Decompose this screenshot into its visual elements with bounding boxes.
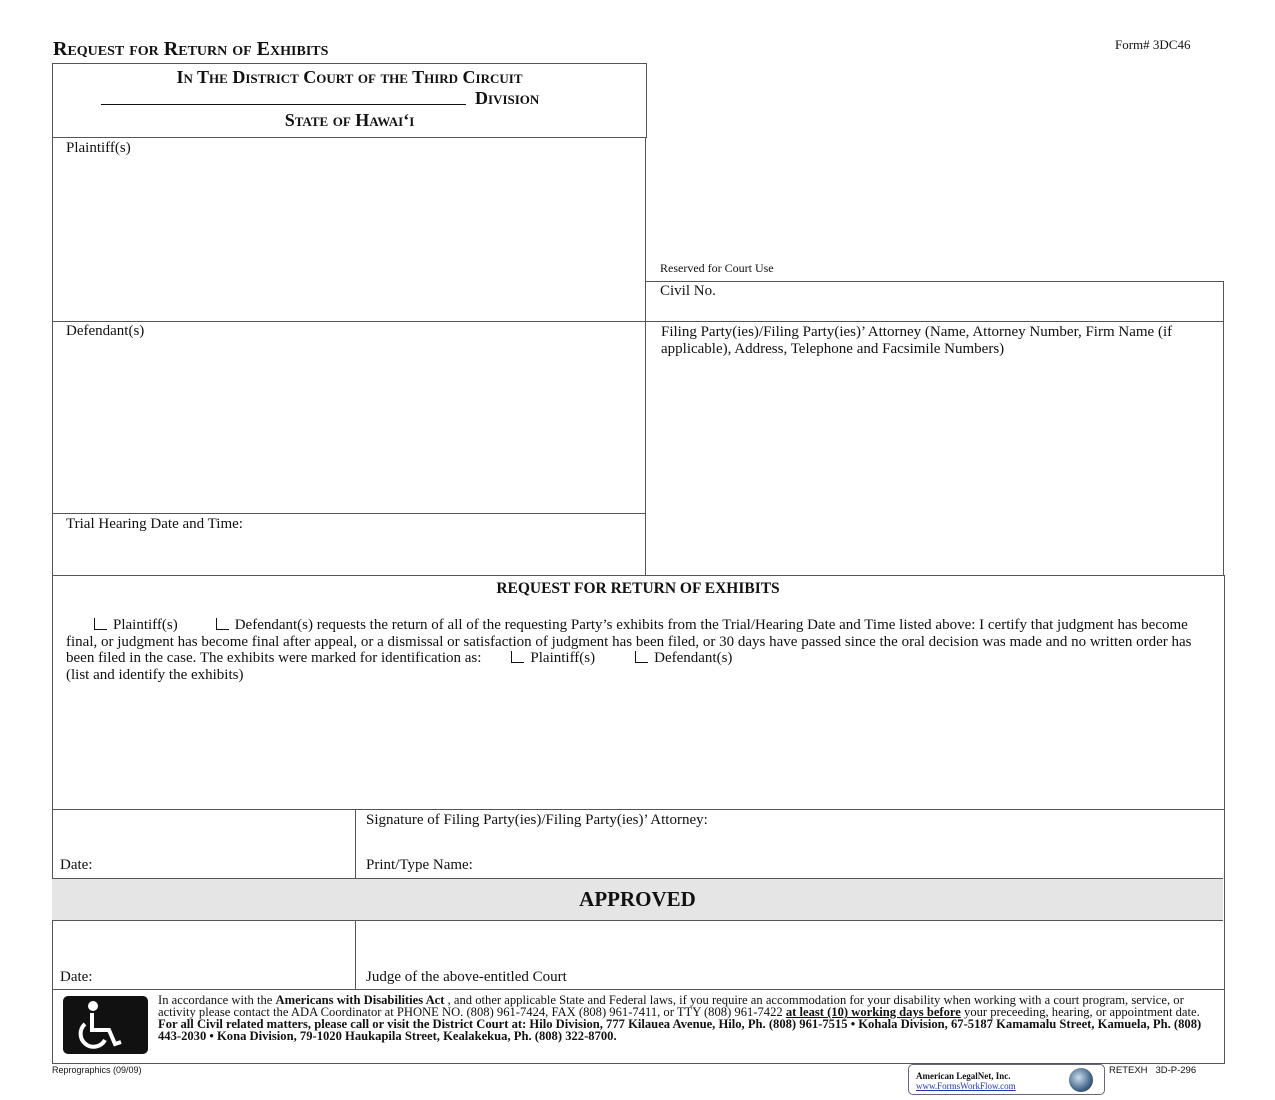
ada-text-1: In accordance with the: [158, 993, 273, 1007]
marked-plaintiff-label: Plaintiff(s): [530, 650, 596, 667]
defendants-field[interactable]: [53, 343, 645, 511]
ada-text-3: your preceeding, hearing, or appointment date.: [964, 1005, 1200, 1019]
civil-contact-info: For all Civil related matters, please call or visit the District Court at: Hilo Division, 777 Kilauea Avenue, Hilo, Ph. (808) 961-7515 • Kohala Division, 67-5187 Kamamalu Street, Kamuela, Ph. (808) 443-2030 • Kona Division, 79-1020 Haukapila Street, Kealakekua, Ph. (808) 322-8700.: [158, 1017, 1202, 1043]
date-label: Date:: [60, 857, 93, 873]
ada-deadline: at least (10) working days before: [785, 1005, 961, 1019]
defendant-checkbox-label: Defendant(s): [234, 617, 314, 633]
civil-no-field[interactable]: [740, 283, 1210, 317]
reprographics-label: Reprographics (09/09): [52, 1065, 142, 1075]
vendor-name: American LegalNet, Inc.: [916, 1071, 1011, 1081]
accessibility-icon: [63, 996, 148, 1054]
marked-plaintiff-checkbox[interactable]: [511, 651, 524, 663]
approved-band: [52, 878, 1223, 921]
caption-box: [52, 63, 647, 138]
list-exhibits-label: (list and identify the exhibits): [66, 667, 244, 684]
plaintiff-checkbox-label: Plaintiff(s): [113, 617, 178, 633]
print-name-label: Print/Type Name:: [366, 857, 473, 873]
request-heading: REQUEST FOR RETURN OF EXHIBITS: [496, 580, 780, 597]
plaintiffs-label: Plaintiff(s): [66, 140, 131, 156]
exhibits-list-field[interactable]: [60, 705, 1215, 805]
reserved-label: Reserved for Court Use: [660, 261, 774, 275]
judge-label: Judge of the above-entitled Court: [366, 969, 567, 985]
form-code: RETEXH 3D-P-296: [1109, 1065, 1197, 1076]
division-blank[interactable]: [101, 104, 466, 105]
defendants-label: Defendant(s): [66, 323, 145, 339]
print-name-field[interactable]: [520, 855, 1210, 875]
ada-notice: [158, 994, 1213, 1042]
request-body: listed above: I certify that judgment has become final, or judgment has become final after appeal, or a dismissal or satisfaction of judgment has been filed, or 30 days have passed since the oral decision was made and no written order has been filed in the case. The exhibits were marked for identification as:: [66, 617, 1192, 667]
form-number: Form# 3DC46: [1115, 37, 1191, 52]
form-title: Request for Return of Exhibits: [53, 38, 329, 60]
approved-date-label: Date:: [60, 969, 93, 985]
trial-date-label: Trial Hearing Date and Time:: [66, 516, 243, 532]
civil-no-label: Civil No.: [660, 283, 716, 299]
plaintiffs-field[interactable]: [53, 160, 645, 320]
ada-text-2: , and other applicable State and Federal laws, if you require an accommodation for your disability when working with a court program, service, or activity please contact the ADA Coordinator at PHONE NO. (808) 961-7424, FAX (808) 961-7411, or TTY (808) 961-7422: [158, 993, 1184, 1019]
request-line1: requests the return of all of the requesting Party’s exhibits from the Trial/Hearing Date and Time: [316, 617, 896, 633]
state-name: State of Hawai‘i: [284, 110, 415, 130]
filing-party-field[interactable]: [650, 380, 1220, 570]
filing-party-label: Filing Party(ies)/Filing Party(ies)’ Attorney (Name, Attorney Number, Firm Name (if applicable), Address, Telephone and Facsimile Numbers): [661, 324, 1173, 357]
defendant-checkbox[interactable]: [216, 618, 229, 630]
approved-heading: APPROVED: [579, 887, 696, 911]
signature-label: Signature of Filing Party(ies)/Filing Party(ies)’ Attorney:: [366, 812, 708, 828]
plaintiff-checkbox[interactable]: [94, 618, 107, 630]
vendor-link[interactable]: www.FormsWorkFlow.com: [916, 1081, 1016, 1091]
globe-icon: [1069, 1068, 1093, 1092]
ada-act: Americans with Disabilities Act: [275, 993, 445, 1007]
vendor-badge: [908, 1064, 1105, 1095]
court-name: In The District Court of the Third Circuit: [176, 67, 523, 87]
trial-date-field[interactable]: [320, 516, 640, 566]
marked-defendant-label: Defendant(s): [654, 650, 733, 667]
division-label: Division: [475, 88, 540, 108]
request-text: [66, 617, 1196, 684]
marked-defendant-checkbox[interactable]: [635, 651, 648, 663]
